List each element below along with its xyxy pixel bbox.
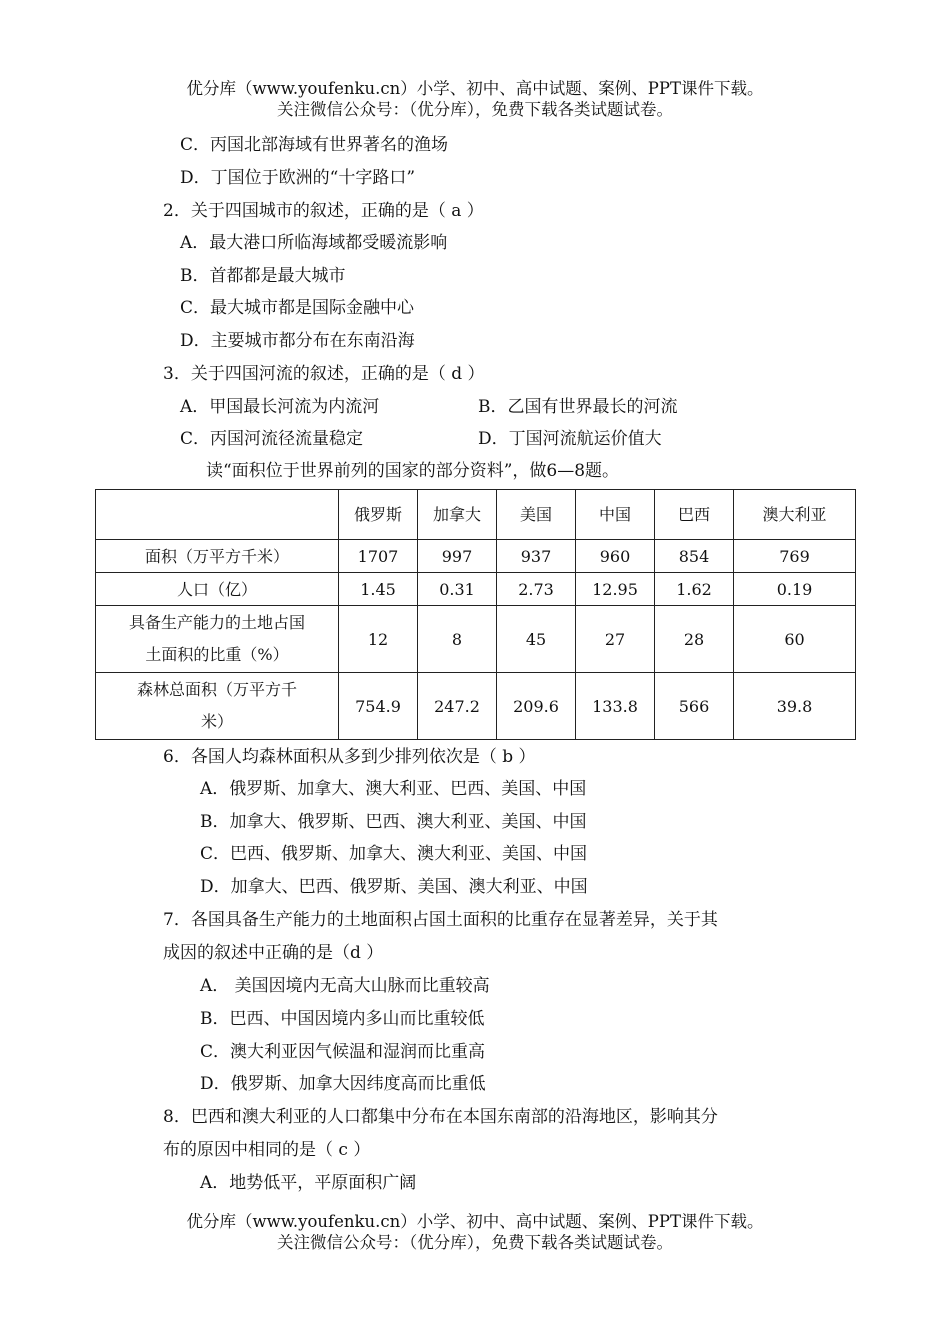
table-cell: 769 [734, 540, 856, 573]
footer-line-2: 关注微信公众号：（优分库），免费下载各类试题试卷。 [277, 1233, 673, 1252]
q2-option-c: C．最大城市都是国际金融中心 [180, 298, 415, 318]
page-header [0, 78, 950, 120]
col-header-russia: 俄罗斯 [339, 490, 418, 540]
q7-stem-line-2: 成因的叙述中正确的是（d ） [163, 943, 384, 963]
table-cell: 27 [576, 606, 655, 673]
table-cell: 2.73 [497, 573, 576, 606]
table-cell: 754.9 [339, 673, 418, 740]
q3-option-a: A．甲国最长河流为内流河 [180, 397, 380, 417]
col-header-china: 中国 [576, 490, 655, 540]
row-label-line: 森林总面积（万平方千 [136, 680, 297, 699]
row-label [96, 673, 339, 740]
q2-option-d: D．主要城市都分布在东南沿海 [180, 331, 415, 351]
table-cell: 247.2 [418, 673, 497, 740]
table-cell: 1707 [339, 540, 418, 573]
row-label-line: 土面积的比重（%） [145, 645, 289, 664]
q3-option-d: D．丁国河流航运价值大 [478, 429, 662, 449]
table-cell: 1.62 [655, 573, 734, 606]
q7-stem-line-1: 7．各国具备生产能力的土地面积占国土面积的比重存在显著差异，关于其 [163, 910, 718, 930]
table-cell: 28 [655, 606, 734, 673]
table-cell: 39.8 [734, 673, 856, 740]
row-label: 人口（亿） [96, 573, 339, 606]
table-cell: 12 [339, 606, 418, 673]
table-row [96, 540, 856, 573]
row-label-line: 具备生产能力的土地占国 [128, 613, 305, 632]
table-cell: 937 [497, 540, 576, 573]
page-footer [0, 1211, 950, 1253]
q1-option-d: D．丁国位于欧洲的“十字路口” [180, 168, 416, 188]
country-data-table [95, 489, 856, 740]
q3-option-c: C．丙国河流径流量稳定 [180, 429, 364, 449]
q2-option-a: A．最大港口所临海域都受暖流影响 [180, 233, 448, 253]
row-label [96, 606, 339, 673]
col-header-brazil: 巴西 [655, 490, 734, 540]
q6-stem: 6．各国人均森林面积从多到少排列依次是（ b ） [163, 747, 536, 767]
table-cell: 1.45 [339, 573, 418, 606]
row-label-line: 米） [200, 712, 233, 731]
table-cell: 0.31 [418, 573, 497, 606]
q6-option-a: A．俄罗斯、加拿大、澳大利亚、巴西、美国、中国 [200, 779, 587, 799]
q8-stem-line-1: 8．巴西和澳大利亚的人口都集中分布在本国东南部的沿海地区，影响其分 [163, 1107, 718, 1127]
table-row [96, 673, 856, 740]
table-cell: 12.95 [576, 573, 655, 606]
q3-option-b: B．乙国有世界最长的河流 [478, 397, 678, 417]
q3-stem: 3．关于四国河流的叙述，正确的是（ d ） [163, 364, 485, 384]
q8-stem-line-2: 布的原因中相同的是（ c ） [163, 1140, 371, 1160]
q7-option-c: C．澳大利亚因气候温和湿润而比重高 [200, 1042, 486, 1062]
table-intro: 读“面积位于世界前列的国家的部分资料”，做6—8题。 [206, 461, 620, 481]
q7-option-a: A． 美国因境内无高大山脉而比重较高 [200, 976, 490, 996]
table-cell: 854 [655, 540, 734, 573]
q6-option-d: D．加拿大、巴西、俄罗斯、美国、澳大利亚、中国 [200, 877, 588, 897]
col-header-canada: 加拿大 [418, 490, 497, 540]
q1-option-c: C．丙国北部海域有世界著名的渔场 [180, 135, 449, 155]
table-cell: 60 [734, 606, 856, 673]
table-header-blank [96, 490, 339, 540]
q7-option-d: D．俄罗斯、加拿大因纬度高而比重低 [200, 1074, 486, 1094]
table-cell: 566 [655, 673, 734, 740]
table-cell: 8 [418, 606, 497, 673]
header-line-1: 优分库（www.youfenku.cn）小学、初中、高中试题、案例、PPT课件下载。 [186, 79, 764, 98]
footer-line-1: 优分库（www.youfenku.cn）小学、初中、高中试题、案例、PPT课件下载。 [186, 1212, 764, 1231]
table-cell: 133.8 [576, 673, 655, 740]
col-header-australia: 澳大利亚 [734, 490, 856, 540]
table-cell: 0.19 [734, 573, 856, 606]
table-cell: 209.6 [497, 673, 576, 740]
q6-option-c: C．巴西、俄罗斯、加拿大、澳大利亚、美国、中国 [200, 844, 588, 864]
table-cell: 997 [418, 540, 497, 573]
table-cell: 960 [576, 540, 655, 573]
q2-stem: 2．关于四国城市的叙述，正确的是（ a ） [163, 201, 484, 221]
header-line-2: 关注微信公众号：（优分库），免费下载各类试题试卷。 [277, 100, 673, 119]
table-cell: 45 [497, 606, 576, 673]
q6-option-b: B．加拿大、俄罗斯、巴西、澳大利亚、美国、中国 [200, 812, 587, 832]
q2-option-b: B．首都都是最大城市 [180, 266, 346, 286]
col-header-usa: 美国 [497, 490, 576, 540]
q7-option-b: B．巴西、中国因境内多山而比重较低 [200, 1009, 485, 1029]
table-header-row [96, 490, 856, 540]
table-row [96, 606, 856, 673]
table-row [96, 573, 856, 606]
q8-option-a: A．地势低平，平原面积广阔 [200, 1173, 417, 1193]
row-label: 面积（万平方千米） [96, 540, 339, 573]
